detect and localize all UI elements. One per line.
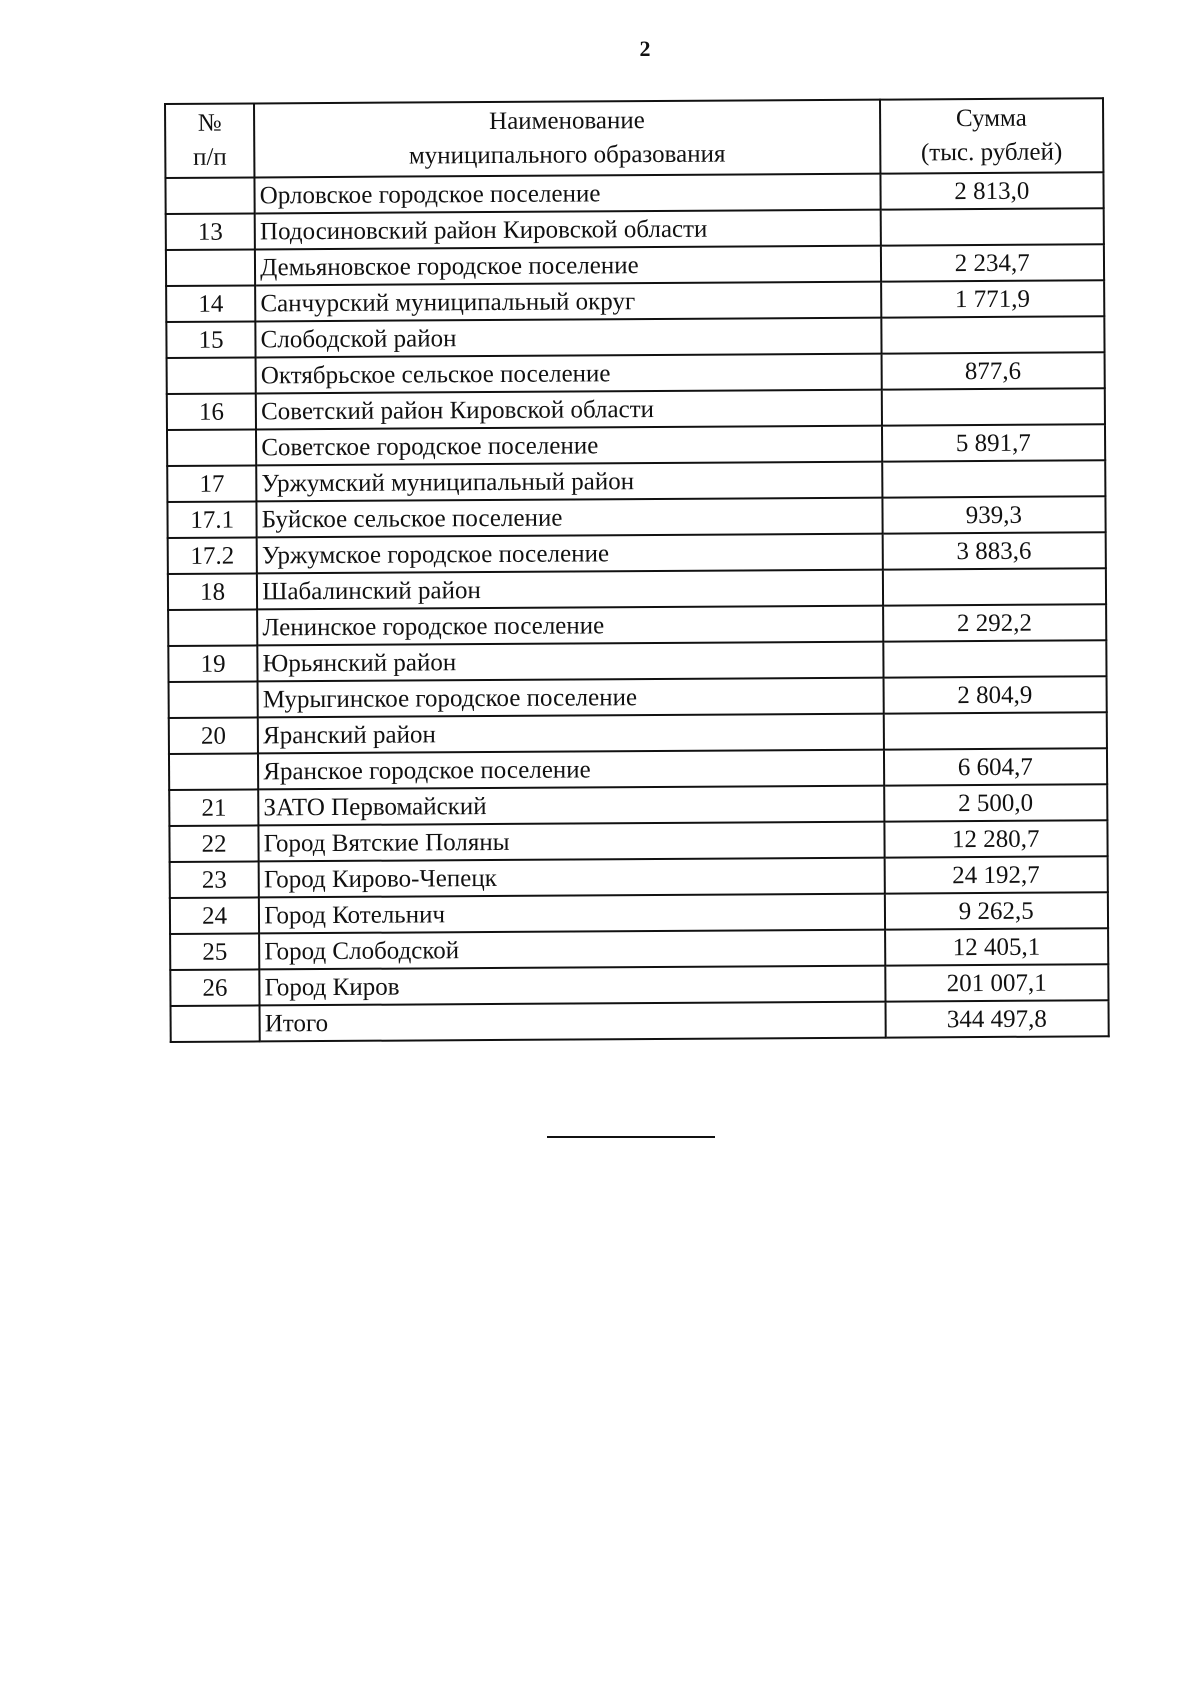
row-number: 17.2 — [168, 537, 257, 574]
row-sum: 3 883,6 — [882, 532, 1106, 569]
row-number: 23 — [170, 861, 259, 898]
row-number — [169, 681, 258, 718]
row-name: Город Вятские Поляны — [259, 822, 885, 862]
table-row — [167, 388, 1105, 430]
table-row — [167, 496, 1105, 538]
row-name: Яранский район — [258, 714, 884, 754]
row-name: Мурыгинское городское поселение — [258, 678, 884, 718]
row-name: Юрьянский район — [258, 642, 884, 682]
table-row — [169, 748, 1107, 790]
table-row — [166, 208, 1104, 250]
table-row — [170, 892, 1108, 934]
row-number: 13 — [166, 213, 255, 250]
row-sum: 12 405,1 — [885, 928, 1109, 965]
row-number: 14 — [166, 285, 255, 322]
row-number: 24 — [170, 897, 259, 934]
header-name-line1: Наименование — [489, 107, 645, 136]
table-row — [165, 172, 1103, 214]
total-row — [171, 1000, 1109, 1042]
row-sum: 201 007,1 — [885, 964, 1109, 1001]
row-name: Октябрьское сельское поселение — [256, 354, 882, 394]
row-number: 20 — [169, 717, 258, 754]
row-sum: 1 771,9 — [881, 280, 1105, 317]
row-sum: 877,6 — [881, 352, 1105, 389]
row-sum — [880, 208, 1104, 245]
row-sum: 2 813,0 — [880, 172, 1104, 209]
table-row — [168, 640, 1106, 682]
row-sum: 12 280,7 — [884, 820, 1108, 857]
row-number — [171, 1005, 260, 1042]
row-sum — [883, 712, 1107, 749]
row-name: Уржумское городское поселение — [257, 534, 883, 574]
row-name: Санчурский муниципальный округ — [255, 282, 881, 322]
row-name: Город Кирово-Чепецк — [259, 858, 885, 898]
table-row — [169, 676, 1107, 718]
table-row — [166, 244, 1104, 286]
table-row — [167, 460, 1105, 502]
page-number: 2 — [639, 36, 651, 61]
row-name: Слободской район — [256, 318, 882, 358]
row-sum: 6 604,7 — [883, 748, 1107, 785]
table-row — [169, 820, 1107, 862]
row-sum: 2 292,2 — [883, 604, 1107, 641]
row-sum — [882, 460, 1106, 497]
row-number — [168, 609, 257, 646]
header-number-line1: № — [197, 109, 222, 137]
row-number: 18 — [168, 573, 257, 610]
header-sum — [880, 98, 1104, 173]
row-sum: 24 192,7 — [884, 856, 1108, 893]
row-name: Советский район Кировской области — [256, 390, 882, 430]
row-number: 26 — [170, 969, 259, 1006]
table-row — [168, 568, 1106, 610]
row-sum: 939,3 — [882, 496, 1106, 533]
row-number — [169, 753, 258, 790]
row-name: Подосиновский район Кировской области — [255, 210, 881, 250]
table-row — [170, 964, 1108, 1006]
table-row — [168, 604, 1106, 646]
row-name: Город Слободской — [259, 930, 885, 970]
row-number: 17.1 — [167, 501, 256, 538]
row-sum — [881, 388, 1105, 425]
row-sum: 2 500,0 — [884, 784, 1108, 821]
row-sum: 344 497,8 — [885, 1000, 1109, 1037]
row-name: Буйское сельское поселение — [257, 498, 883, 538]
row-sum: 2 804,9 — [883, 676, 1107, 713]
table-row — [167, 352, 1105, 394]
row-name: Советское городское поселение — [256, 426, 882, 466]
row-name: Город Котельнич — [259, 894, 885, 934]
header-sum-line2: (тыс. рублей) — [920, 138, 1063, 167]
table-row — [166, 316, 1104, 358]
table-row — [168, 532, 1106, 574]
row-number — [167, 429, 256, 466]
row-number: 25 — [170, 933, 259, 970]
row-sum: 9 262,5 — [884, 892, 1108, 929]
row-sum — [881, 316, 1105, 353]
row-number: 15 — [166, 321, 255, 358]
row-name: Итого — [260, 1002, 886, 1042]
row-name: Город Киров — [259, 966, 885, 1006]
table-row — [170, 856, 1108, 898]
row-number: 17 — [167, 465, 256, 502]
table-row — [169, 784, 1107, 826]
row-name: Яранское городское поселение — [258, 750, 884, 790]
row-name: Демьяновское городское поселение — [255, 246, 881, 286]
table-row — [170, 928, 1108, 970]
row-number: 22 — [169, 825, 258, 862]
header-number — [165, 103, 255, 178]
municipal-funds-table — [164, 97, 1110, 1043]
row-number: 19 — [168, 645, 257, 682]
header-name-line2: муниципального образования — [408, 140, 726, 170]
row-sum — [882, 568, 1106, 605]
row-sum — [883, 640, 1107, 677]
row-number: 21 — [169, 789, 258, 826]
table-header-row — [165, 98, 1103, 178]
end-separator-line — [547, 1136, 715, 1138]
row-sum: 2 234,7 — [880, 244, 1104, 281]
row-name: ЗАТО Первомайский — [258, 786, 884, 826]
row-number: 16 — [167, 393, 256, 430]
table-row — [166, 280, 1104, 322]
row-name: Ленинское городское поселение — [257, 606, 883, 646]
row-name: Орловское городское поселение — [255, 174, 881, 214]
header-number-line2: п/п — [192, 143, 227, 171]
row-number — [165, 177, 254, 214]
row-name: Уржумский муниципальный район — [256, 462, 882, 502]
table-row — [167, 424, 1105, 466]
row-number — [166, 249, 255, 286]
row-name: Шабалинский район — [257, 570, 883, 610]
header-sum-line1: Сумма — [955, 104, 1027, 133]
table-row — [169, 712, 1107, 754]
row-sum: 5 891,7 — [881, 424, 1105, 461]
row-number — [167, 357, 256, 394]
header-name — [254, 100, 880, 178]
